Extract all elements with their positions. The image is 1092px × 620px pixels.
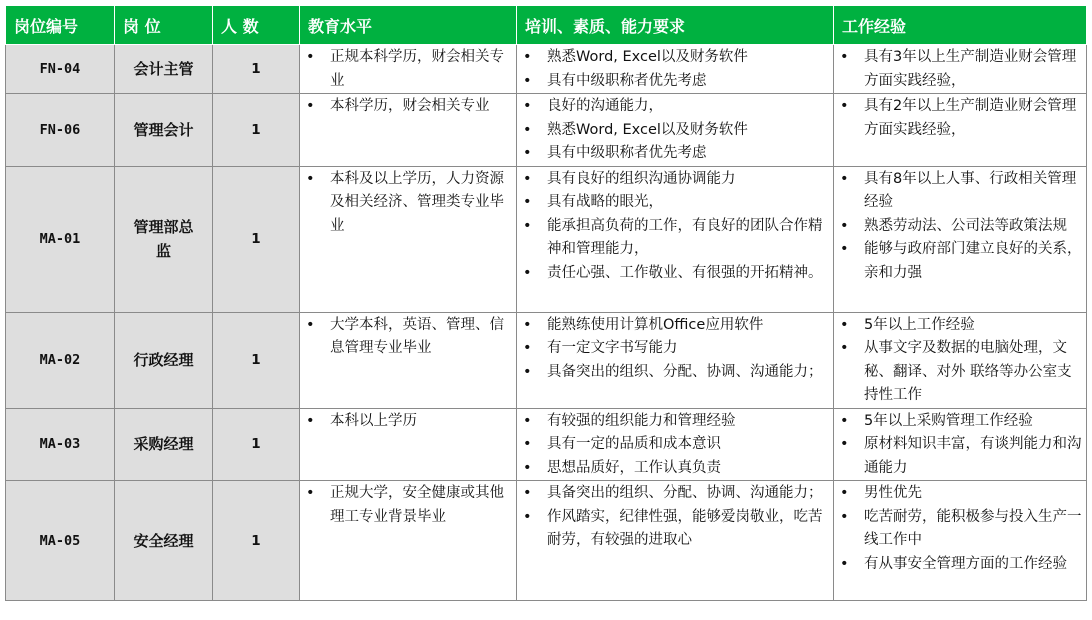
experience-cell (834, 45, 1087, 94)
education-cell (300, 408, 517, 481)
education-cell (300, 45, 517, 94)
table-row (6, 45, 1087, 94)
list-item: • 5年以上工作经验 (864, 314, 1082, 338)
skills-list (517, 94, 833, 166)
job-title-cell (115, 166, 213, 312)
job-title-cell (115, 94, 213, 167)
list-item: • 正规本科学历，财会相关专业 (330, 46, 512, 93)
header-row (6, 6, 1087, 45)
education-list (300, 409, 516, 434)
table-row (6, 312, 1087, 408)
list-item: • 责任心强、工作敬业、有很强的开拓精神。 (547, 262, 829, 286)
job-code-cell: FN-04 (6, 45, 115, 94)
list-item: • 具有8年以上人事、行政相关管理经验 (864, 168, 1082, 215)
list-item: • 能够与政府部门建立良好的关系，亲和力强 (864, 238, 1082, 285)
list-item: • 有较强的组织能力和管理经验 (547, 410, 829, 434)
education-cell (300, 94, 517, 167)
skills-cell (517, 166, 834, 312)
job-code-cell: MA-02 (6, 312, 115, 408)
skills-list (517, 45, 833, 93)
list-item: • 熟悉Word, Excel以及财务软件 (547, 46, 829, 70)
headcount-cell: 1 (213, 166, 300, 312)
header-experience: 工作经验 (834, 6, 1087, 45)
list-item: • 作风踏实，纪律性强，能够爱岗敬业，吃苦耐劳，有较强的进取心 (547, 506, 829, 553)
list-item: • 本科以上学历 (330, 410, 512, 434)
experience-list (834, 167, 1086, 286)
list-item: • 熟悉Word, Excel以及财务软件 (547, 119, 829, 143)
job-title-cell (115, 481, 213, 601)
job-code-cell: MA-01 (6, 166, 115, 312)
header-job-title: 岗 位 (115, 6, 213, 45)
header-headcount: 人 数 (213, 6, 300, 45)
list-item: • 男性优先 (864, 482, 1082, 506)
list-item: • 原材料知识丰富，有谈判能力和沟通能力 (864, 433, 1082, 480)
education-cell (300, 312, 517, 408)
list-item: • 具有中级职称者优先考虑 (547, 70, 829, 94)
experience-cell (834, 481, 1087, 601)
skills-cell (517, 94, 834, 167)
list-item: • 正规大学，安全健康或其他理工专业背景毕业 (330, 482, 512, 529)
job-title-cell-text: 行政经理 (133, 351, 194, 369)
table-row (6, 481, 1087, 601)
skills-list (517, 481, 833, 553)
skills-cell (517, 408, 834, 481)
experience-cell (834, 408, 1087, 481)
job-title-cell-text: 管理部总监 (133, 218, 194, 260)
education-cell (300, 166, 517, 312)
list-item: • 具有一定的品质和成本意识 (547, 433, 829, 457)
experience-cell (834, 166, 1087, 312)
experience-list (834, 481, 1086, 576)
header-skills: 培训、素质、能力要求 (517, 6, 834, 45)
list-item: • 具有3年以上生产制造业财会管理方面实践经验， (864, 46, 1082, 93)
list-item: • 具有良好的组织沟通协调能力 (547, 168, 829, 192)
experience-list (834, 94, 1086, 142)
list-item: • 本科及以上学历，人力资源及相关经济、管理类专业毕业 (330, 168, 512, 239)
headcount-cell: 1 (213, 481, 300, 601)
education-list (300, 313, 516, 361)
job-title-cell (115, 312, 213, 408)
list-item: • 具有战略的眼光， (547, 191, 829, 215)
header-job-code: 岗位编号 (6, 6, 115, 45)
list-item: • 大学本科，英语、管理、信息管理专业毕业 (330, 314, 512, 361)
skills-list (517, 409, 833, 481)
job-title-cell-text: 会计主管 (133, 60, 194, 78)
table-row (6, 166, 1087, 312)
list-item: • 具有中级职称者优先考虑 (547, 142, 829, 166)
skills-cell (517, 312, 834, 408)
header-education: 教育水平 (300, 6, 517, 45)
list-item: • 具备突出的组织、分配、协调、沟通能力； (547, 361, 829, 385)
experience-list (834, 313, 1086, 408)
table-row (6, 408, 1087, 481)
education-list (300, 94, 516, 119)
list-item: • 能熟练使用计算机Office应用软件 (547, 314, 829, 338)
education-cell (300, 481, 517, 601)
list-item: • 具备突出的组织、分配、协调、沟通能力； (547, 482, 829, 506)
headcount-cell: 1 (213, 94, 300, 167)
education-list (300, 481, 516, 529)
job-title-cell-text: 管理会计 (133, 120, 194, 139)
job-requirements-table (5, 5, 1087, 601)
job-code-cell: MA-05 (6, 481, 115, 601)
list-item: • 有从事安全管理方面的工作经验 (864, 553, 1082, 577)
list-item: • 良好的沟通能力， (547, 95, 829, 119)
job-title-cell-text: 采购经理 (133, 435, 194, 454)
list-item: • 思想品质好，工作认真负责 (547, 457, 829, 481)
experience-list (834, 409, 1086, 481)
list-item: • 吃苦耐劳，能积极参与投入生产一线工作中 (864, 506, 1082, 553)
job-title-cell (115, 45, 213, 94)
skills-list (517, 167, 833, 286)
education-list (300, 167, 516, 239)
job-title-cell (115, 408, 213, 481)
list-item: • 能承担高负荷的工作，有良好的团队合作精神和管理能力， (547, 215, 829, 262)
list-item: • 熟悉劳动法、公司法等政策法规 (864, 215, 1082, 239)
education-list (300, 45, 516, 93)
list-item: • 从事文字及数据的电脑处理，文秘、翻译、对外 联络等办公室支持性工作 (864, 337, 1082, 408)
headcount-cell: 1 (213, 45, 300, 94)
job-code-cell: FN-06 (6, 94, 115, 167)
table-row (6, 94, 1087, 167)
experience-cell (834, 94, 1087, 167)
job-code-cell: MA-03 (6, 408, 115, 481)
list-item: • 本科学历，财会相关专业 (330, 95, 512, 119)
skills-list (517, 313, 833, 385)
skills-cell (517, 481, 834, 601)
list-item: • 具有2年以上生产制造业财会管理方面实践经验， (864, 95, 1082, 142)
list-item: • 5年以上采购管理工作经验 (864, 410, 1082, 434)
experience-list (834, 45, 1086, 93)
job-title-cell-text: 安全经理 (133, 531, 194, 550)
skills-cell (517, 45, 834, 94)
headcount-cell: 1 (213, 312, 300, 408)
experience-cell (834, 312, 1087, 408)
list-item: • 有一定文字书写能力 (547, 337, 829, 361)
headcount-cell: 1 (213, 408, 300, 481)
